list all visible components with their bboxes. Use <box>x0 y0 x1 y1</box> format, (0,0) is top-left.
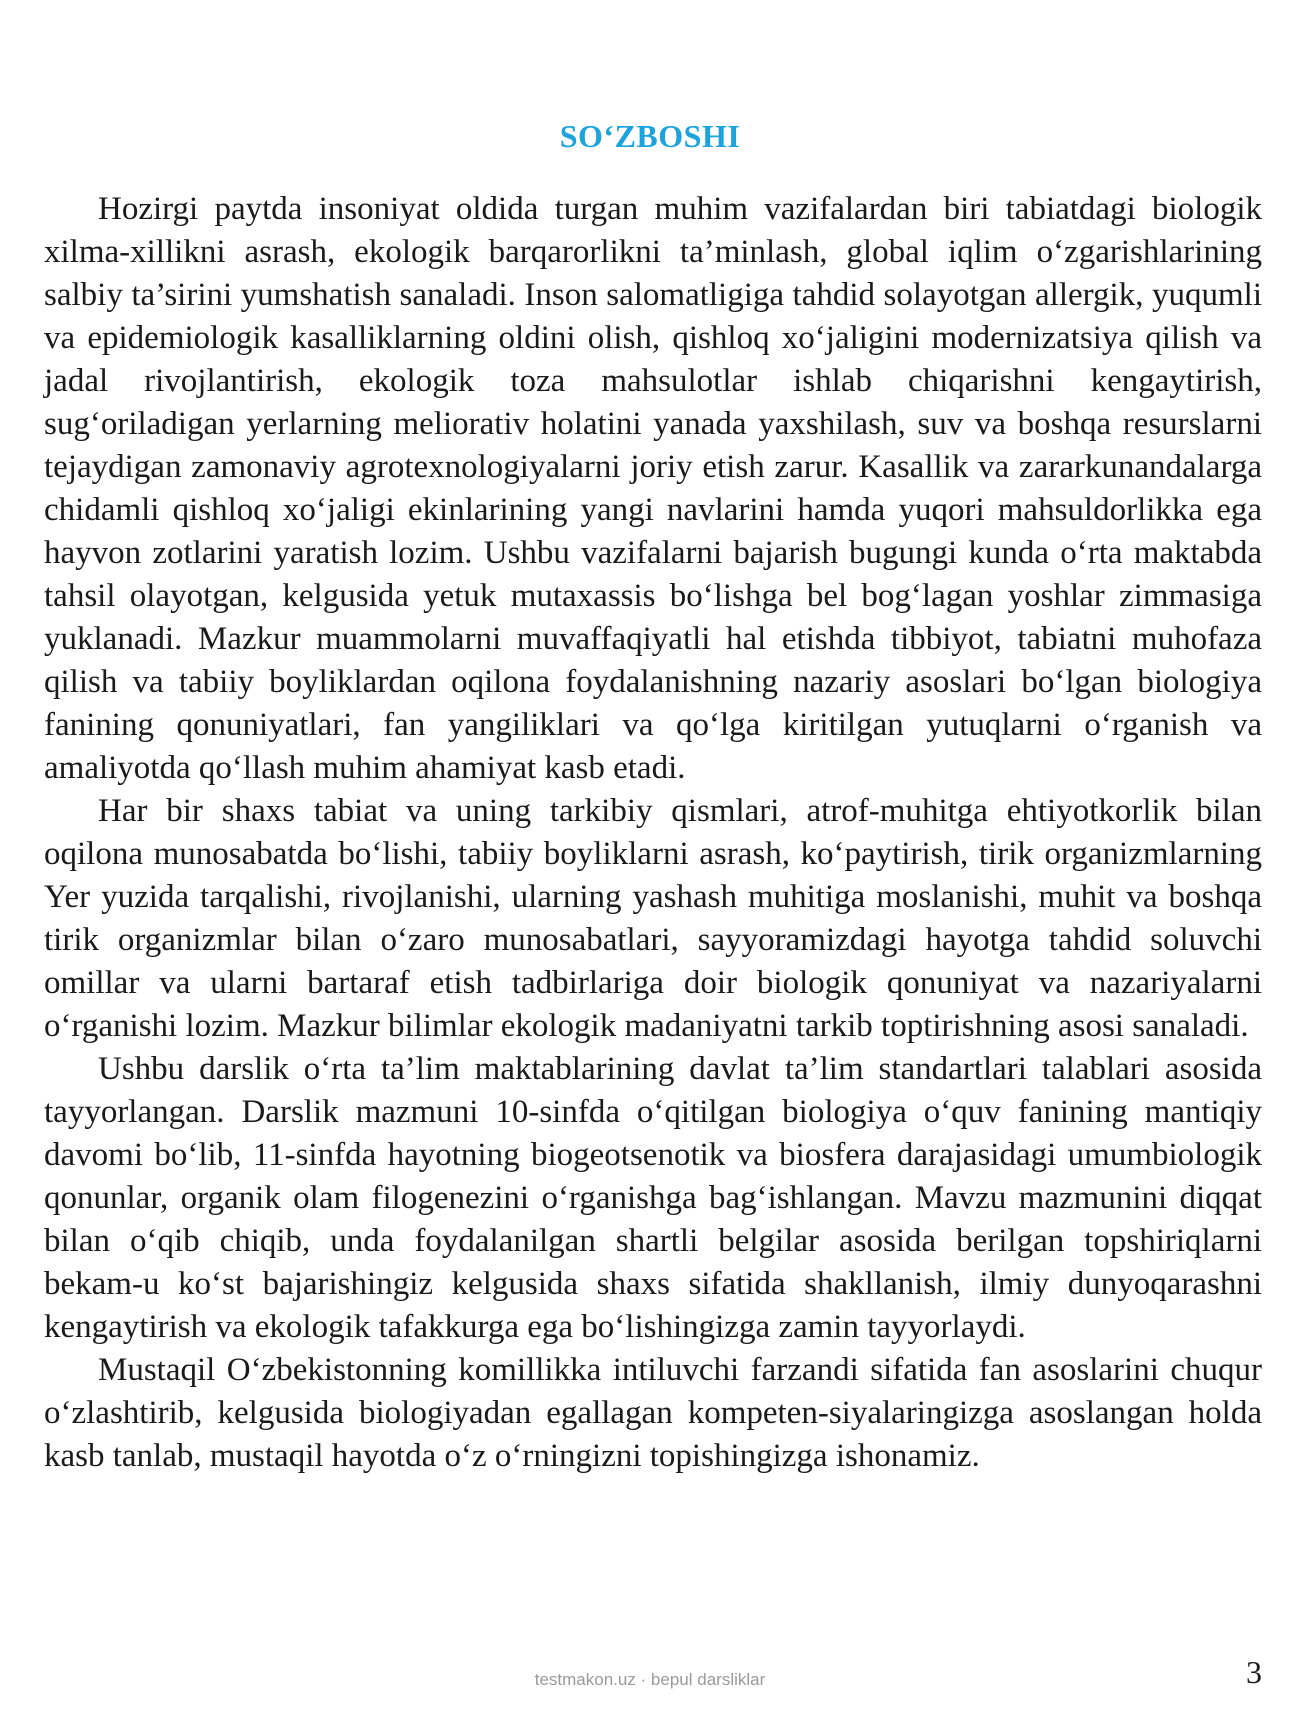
paragraph-4: Mustaqil O‘zbekistonning komillikka intiluvchi farzandi sifatida fan asoslarini chuqur o‘zlashtirib, kelgusida biologiyadan egallagan kompeten-siyalaringizga asoslangan holda kasb tanlab, mustaqil hayotda o‘z o‘rningizni topishingizga ishonamiz. <box>44 1352 1262 1474</box>
body-text <box>44 188 1262 1478</box>
paragraph-3: Ushbu darslik o‘rta ta’lim maktablarining davlat ta’lim standartlari talablari asosida tayyorlangan. Darslik mazmuni 10-sinfda o‘qitilgan biologiya o‘quv fanining mantiqiy davomi bo‘lib, 11-sinfda hayotning biogeotsenotik va biosfera darajasidagi umumbiologik qonunlar, organik olam filogenezini o‘rganishga bag‘ishlangan. Mavzu mazmunini diqqat bilan o‘qib chiqib, unda foydalanilgan shartli belgilar asosida berilgan topshiriqlarni bekam-u ko‘st bajarishingiz kelgusida shaxs sifatida shakllanish, ilmiy dunyoqarashni kengaytirish va ekologik tafakkurga ega bo‘lishingizga zamin tayyorlaydi. <box>44 1051 1262 1345</box>
paragraph-2: Har bir shaxs tabiat va uning tarkibiy qismlari, atrof-muhitga ehtiyotkorlik bilan oqilona munosabatda bo‘lishi, tabiiy boyliklarni asrash, ko‘paytirish, tirik organizmlarning Yer yuzida tarqalishi, rivojlanishi, ularning yashash muhitiga moslanishi, muhit va boshqa tirik organizmlar bilan o‘zaro munosabatlari, sayyoramizdagi hayotga tahdid soluvchi omillar va ularni bartaraf etish tadbirlariga doir biologik qonuniyat va nazariyalarni o‘rganishi lozim. Mazkur bilimlar ekologik madaniyatni tarkib toptirishning asosi sanaladi. <box>44 793 1262 1044</box>
paragraph-1: Hozirgi paytda insoniyat oldida turgan muhim vazifalardan biri tabiatdagi biologik xilma-xillikni asrash, ekologik barqarorlikni ta’minlash, global iqlim o‘zgarishlarining salbiy ta’sirini yumshatish sanaladi. Inson salomatligiga tahdid solayotgan allergik, yuqumli va epidemiologik kasalliklarning oldini olish, qishloq xo‘jaligini modernizatsiya qilish va jadal rivojlantirish, ekologik toza mahsulotlar ishlab chiqarishni kengaytirish, sug‘oriladigan yerlarning meliorativ holatini yanada yaxshilash, suv va boshqa resurslarni tejaydigan zamonaviy agrotexnologiyalarni joriy etish zarur. Kasallik va zararkunandalarga chidamli qishloq xo‘jaligi ekinlarining yangi navlarini hamda yuqori mahsuldorlikka ega hayvon zotlarini yaratish lozim. Ushbu vazifalarni bajarish bugungi kunda o‘rta maktabda tahsil olayotgan, kelgusida yetuk mutaxassis bo‘lishga bel bog‘lagan yoshlar zimmasiga yuklanadi. Mazkur muammolarni muvaffaqiyatli hal etishda tibbiyot, tabiatni muhofaza qilish va tabiiy boyliklardan oqilona foydalanishning nazariy asoslari bo‘lgan biologiya fanining qonuniyatlari, fan yangiliklari va qo‘lga kiritilgan yutuqlarni o‘rganish va amaliyotda qo‘llash muhim ahamiyat kasb etadi. <box>44 191 1262 786</box>
page-number: 3 <box>1246 1654 1262 1690</box>
page-title: SO‘ZBOSHI <box>559 118 741 154</box>
footer-watermark: testmakon.uz · bepul darsliklar <box>534 1670 766 1689</box>
